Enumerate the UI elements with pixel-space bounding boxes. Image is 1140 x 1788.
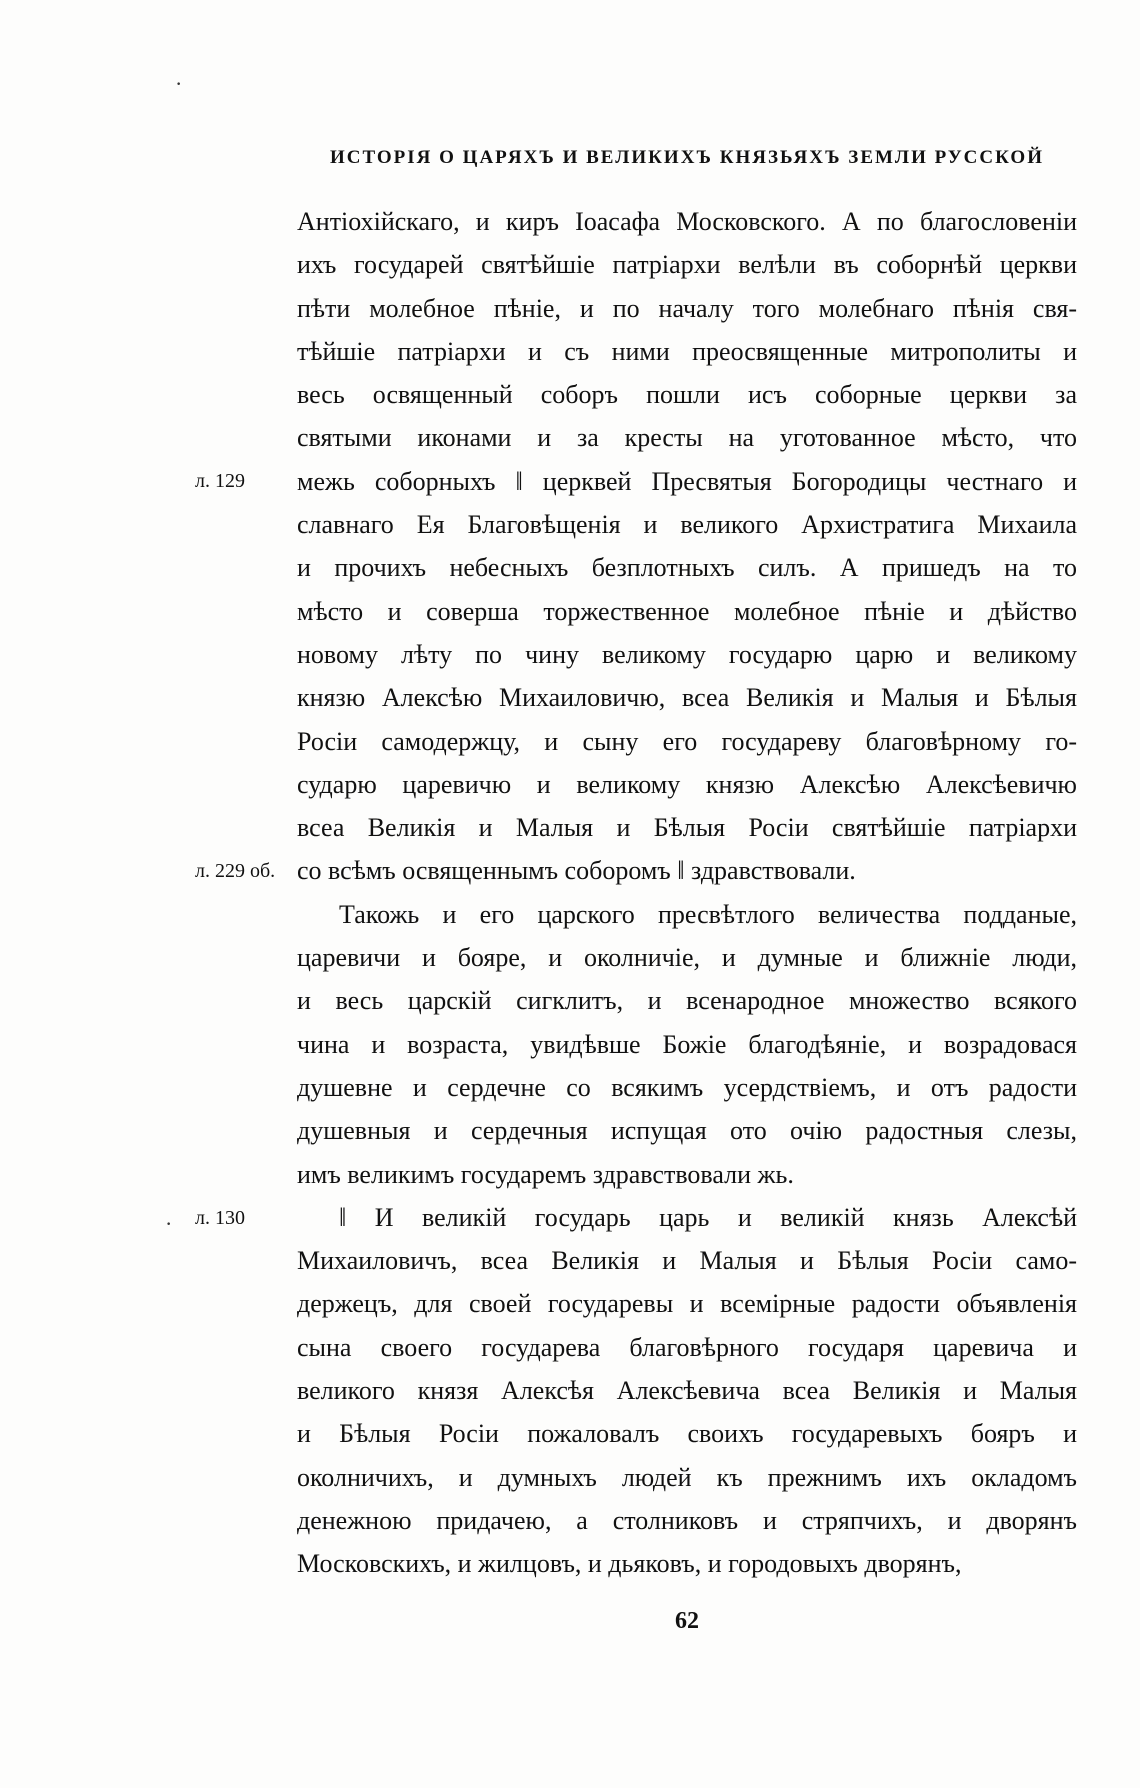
stray-mark-top: · bbox=[176, 76, 182, 93]
text-line: новому лѣту по чину великому государю царю и великому bbox=[297, 639, 1077, 669]
text-line: весь освященный соборъ пошли исъ соборные церкви за bbox=[297, 380, 1077, 410]
text-line: и весь царскій сигклитъ, и всенародное множество всякого bbox=[297, 986, 1077, 1016]
text-line: славнаго Ея Благовѣщенія и великого Архистратига Михаила bbox=[297, 510, 1077, 540]
margin-note-folio-129: л. 129 bbox=[195, 470, 245, 492]
text-line: князю Алексѣю Михаиловичю, всеа Великія и Малыя и Бѣлыя bbox=[297, 683, 1077, 713]
text-line: сударю царевичю и великому князю Алексѣю Алексѣевичю bbox=[297, 769, 1077, 799]
text-line: чина и возраста, увидѣвше Божіе благодѣяніе, и возрадовася bbox=[297, 1029, 1077, 1059]
text-line: святыми иконами и за кресты на уготованное мѣсто, что bbox=[297, 423, 1077, 453]
stray-mark-left: · bbox=[166, 1216, 172, 1233]
text-line: душевне и сердечне со всякимъ усердствіемъ, и отъ радости bbox=[297, 1072, 1077, 1102]
paragraph-2 bbox=[297, 893, 1077, 1196]
text-line: околничихъ, и думныхъ людей къ прежнимъ ихъ окладомъ bbox=[297, 1462, 1077, 1492]
text-line: со всѣмъ освященнымъ соборомъ ‖ здравствовали. bbox=[297, 856, 856, 886]
text-line: тѣйшіе патріархи и съ ними преосвященные митрополиты и bbox=[297, 336, 1077, 366]
text-line: межь соборныхъ ‖ церквей Пресвятыя Богородицы честнаго и bbox=[297, 466, 1077, 496]
text-line: душевныя и сердечныя испущая ото очію радостныя слезы, bbox=[297, 1116, 1077, 1146]
margin-note-folio-130: л. 130 bbox=[195, 1207, 245, 1229]
text-line: и прочихъ небесныхъ безплотныхъ силъ. А пришедъ на то bbox=[297, 553, 1077, 583]
text-line: царевичи и бояре, и околничіе, и думные и ближніе люди, bbox=[297, 943, 1077, 973]
text-line: Московскихъ, и жилцовъ, и дьяковъ, и городовыхъ дворянъ, bbox=[297, 1549, 962, 1579]
text-line: Такожь и его царского пресвѣтлого величества подданые, bbox=[339, 899, 1077, 929]
text-line: имъ великимъ государемъ здравствовали жь. bbox=[297, 1159, 794, 1189]
text-line: денежною придачею, а столниковъ и стряпчихъ, и дворянъ bbox=[297, 1505, 1077, 1535]
text-line: и Бѣлыя Росіи пожаловалъ своихъ государевыхъ бояръ и bbox=[297, 1419, 1077, 1449]
text-line: сына своего государева благовѣрного государя царевича и bbox=[297, 1332, 1077, 1362]
margin-note-folio-229-ob: л. 229 об. bbox=[195, 860, 276, 882]
text-line: великого князя Алексѣя Алексѣевича всеа Великія и Малыя bbox=[297, 1376, 1077, 1406]
page-number: 62 bbox=[675, 1608, 699, 1634]
text-line: ихъ государей святѣйшіе патріархи велѣли въ соборнѣй церкви bbox=[297, 250, 1077, 280]
text-block bbox=[297, 200, 1077, 1586]
text-line: держецъ, для своей государевы и всемірные радости объявленія bbox=[297, 1289, 1077, 1319]
text-line: всеа Великія и Малыя и Бѣлыя Росіи святѣйшіе патріархи bbox=[297, 813, 1077, 843]
paragraph-1 bbox=[297, 200, 1077, 893]
text-line: Михаиловичъ, всеа Великія и Малыя и Бѣлыя Росіи само- bbox=[297, 1246, 1077, 1276]
text-line: Росіи самодержцу, и сыну его государеву благовѣрному го- bbox=[297, 726, 1077, 756]
text-line: Антіохійскаго, и киръ Іоасафа Московского. А по благословеніи bbox=[297, 207, 1077, 236]
text-line: пѣти молебное пѣніе, и по началу того молебнаго пѣнія свя- bbox=[297, 293, 1077, 323]
running-head: ИСТОРІЯ О ЦАРЯХЪ И ВЕЛИКИХЪ КНЯЗЬЯХЪ ЗЕМЛИ РУССКОЙ bbox=[329, 147, 1044, 168]
text-line: мѣсто и соверша торжественное молебное пѣніе и дѣйство bbox=[297, 596, 1077, 626]
text-line: ‖ И великій государь царь и великій князь Алексѣй bbox=[339, 1202, 1077, 1232]
paragraph-3 bbox=[297, 1196, 1077, 1586]
